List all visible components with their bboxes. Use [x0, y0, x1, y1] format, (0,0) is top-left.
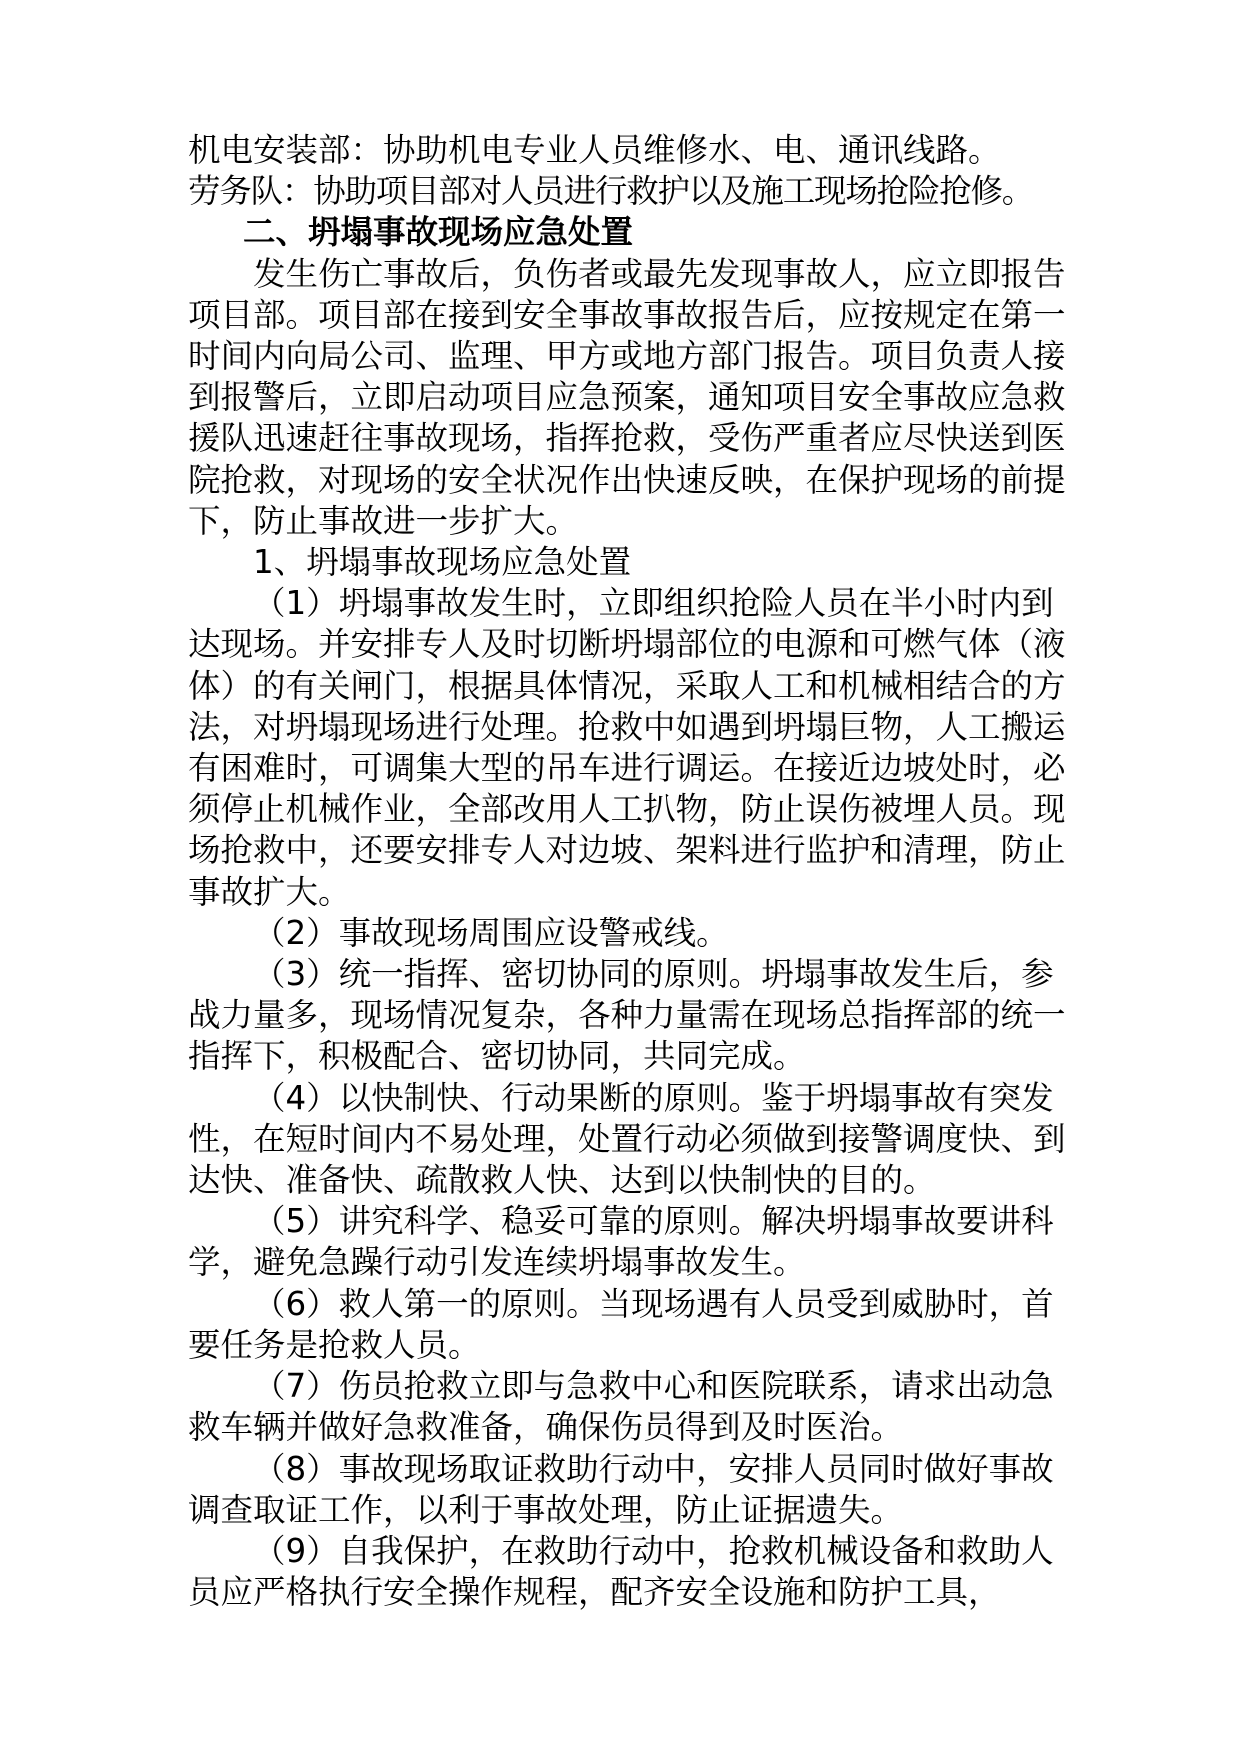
paragraph-reporting-procedure: 发生伤亡事故后，负伤者或最先发现事故人，应立即报告项目部。项目部在接到安全事故事故报告后，应按规定在第一时间内向局公司、监理、甲方或地方部门报告。项目负责人接到报警后，立即启动项目应急预案，通知项目安全事故应急救援队迅速赶往事故现场，指挥抢救，受伤严重者应尽快送到医院抢救，对现场的安全状况作出快速反映，在保护现场的前提下，防止事故进一步扩大。: [188, 254, 1066, 540]
list-item-1: （1）坍塌事故发生时，立即组织抢险人员在半小时内到达现场。并安排专人及时切断坍塌部位的电源和可燃气体（液体）的有关闸门，根据具体情况，采取人工和机械相结合的方法，对坍塌现场进行处理。抢救中如遇到坍塌巨物，人工搬运有困难时，可调集大型的吊车进行调运。在接近边坡处时，必须停止机械作业，全部改用人工扒物，防止误伤被埋人员。现场抢救中，还要安排专人对边坡、架料进行监护和清理，防止事故扩大。: [188, 584, 1066, 911]
paragraph-labor-team: 劳务队：协助项目部对人员进行救护以及施工现场抢险抢修。: [188, 172, 1034, 211]
paragraph-mechanical-electrical-dept: 机电安装部：协助机电专业人员维修水、电、通讯线路。: [188, 131, 1001, 169]
list-item-5: （5）讲究科学、稳妥可靠的原则。解决坍塌事故要讲科学，避免急躁行动引发连续坍塌事故发生。: [188, 1202, 1054, 1282]
list-item-9: （9）自我保护，在救助行动中，抢救机械设备和救助人员应严格执行安全操作规程，配齐安全设施和防护工具，: [188, 1531, 1054, 1612]
list-item-2: （2）事故现场周围应设警戒线。: [253, 913, 729, 952]
list-item-8: （8）事故现场取证救助行动中，安排人员同时做好事故调查取证工作，以利于事故处理，防止证据遗失。: [188, 1449, 1054, 1529]
list-item-4: （4）以快制快、行动果断的原则。鉴于坍塌事故有突发性，在短时间内不易处理，处置行动必须做到接警调度快、到达快、准备快、疏散救人快、达到以快制快的目的。: [188, 1078, 1066, 1200]
list-item-7: （7）伤员抢救立即与急救中心和医院联系，请求出动急救车辆并做好急救准备，确保伤员得到及时医治。: [188, 1367, 1054, 1447]
subsection-heading: 1、坍塌事故现场应急处置: [253, 543, 632, 582]
document-body: [188, 130, 1068, 1613]
section-heading: 二、坍塌事故现场应急处置: [243, 213, 634, 252]
list-item-6: （6）救人第一的原则。当现场遇有人员受到威胁时，首要任务是抢救人员。: [188, 1284, 1054, 1364]
list-item-3: （3）统一指挥、密切协同的原则。坍塌事故发生后，参战力量多，现场情况复杂，各种力量需在现场总指挥部的统一指挥下，积极配合、密切协同，共同完成。: [188, 955, 1066, 1076]
